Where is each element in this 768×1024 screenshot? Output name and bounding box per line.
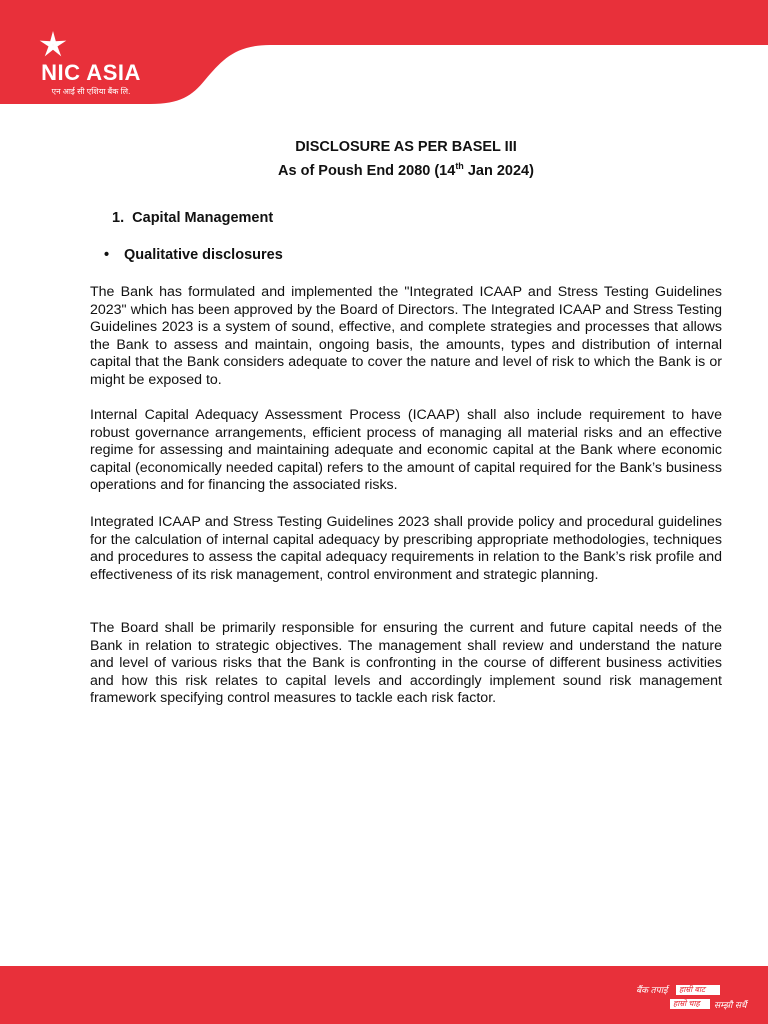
bullet-title: Qualitative disclosures: [124, 247, 283, 263]
section-heading: [112, 210, 273, 226]
paragraph-3: Integrated ICAAP and Stress Testing Guidelines 2023 shall provide policy and procedural guidelines for the calculation of internal capital adequacy by prescribing appropriate methodologies, techniques and procedures to assess the capital adequacy requirements in relation to the Bank’s risk profile and effectiveness of its risk management, control environment and strategic planning.: [90, 514, 722, 583]
slogan-box-1: [676, 985, 720, 995]
slogan-2b: सम्झौ सधैं: [714, 1000, 747, 1010]
paragraph-4: The Board shall be primarily responsible for ensuring the current and future capital needs of the Bank in relation to strategic objectives. The management shall review and understand the nature and level of various risks that the Bank is confronting in the course of different business activities and how this risk relates to capital levels and accordingly implement sound risk management framework specifying control measures to tackle each risk factor.: [90, 620, 722, 707]
paragraph-2: Internal Capital Adequacy Assessment Process (ICAAP) shall also include requirement to have robust governance arrangements, efficient process of managing all material risks and an effective regime for assessing and maintaining adequate and economic capital at the Bank where economic capital (economically needed capital) refers to the amount of capital required for the Bank’s business operations and for financing the associated risks.: [90, 407, 722, 494]
header-banner: [0, 0, 768, 105]
title-line-2-post: Jan 2024): [463, 162, 534, 179]
slogan-1a: बैंक तपाई: [636, 985, 668, 995]
section-number: 1.: [112, 210, 125, 226]
slogan-box-2: [670, 999, 710, 1009]
title-line-1: DISCLOSURE AS PER BASEL III: [295, 139, 517, 155]
brand-tagline: एन आई सी एशिया बैंक लि.: [51, 87, 131, 96]
section-title: Capital Management: [132, 210, 274, 226]
bullet-heading: [104, 247, 283, 263]
title-line-2-pre: As of Poush End 2080 (14: [278, 162, 456, 179]
paragraph-1: The Bank has formulated and implemented the "Integrated ICAAP and Stress Testing Guidelines 2023" which has been approved by the Board of Directors. The Integrated ICAAP and Stress Testing Guidelines 2023 is a system of sound, effective, and complete strategies and processes that allows the Bank to assess and maintain, ongoing basis, the amounts, types and distribution of internal capital that the Bank considers adequate to cover the nature and level of risk to which the Bank is or might be exposed to.: [90, 284, 722, 388]
logo-star-icon: [36, 30, 70, 60]
brand-name: NIC ASIA: [41, 60, 141, 85]
title-line-2: [0, 157, 768, 181]
bullet-dot-icon: •: [104, 247, 110, 263]
title-superscript: th: [455, 161, 464, 171]
footer-banner: [0, 966, 768, 1024]
brand-logo: [36, 30, 146, 100]
slogan-2a: हाम्रो चाह: [673, 999, 700, 1008]
document-title: [0, 138, 768, 181]
slogan-1b: हाम्री बाट: [679, 985, 706, 994]
